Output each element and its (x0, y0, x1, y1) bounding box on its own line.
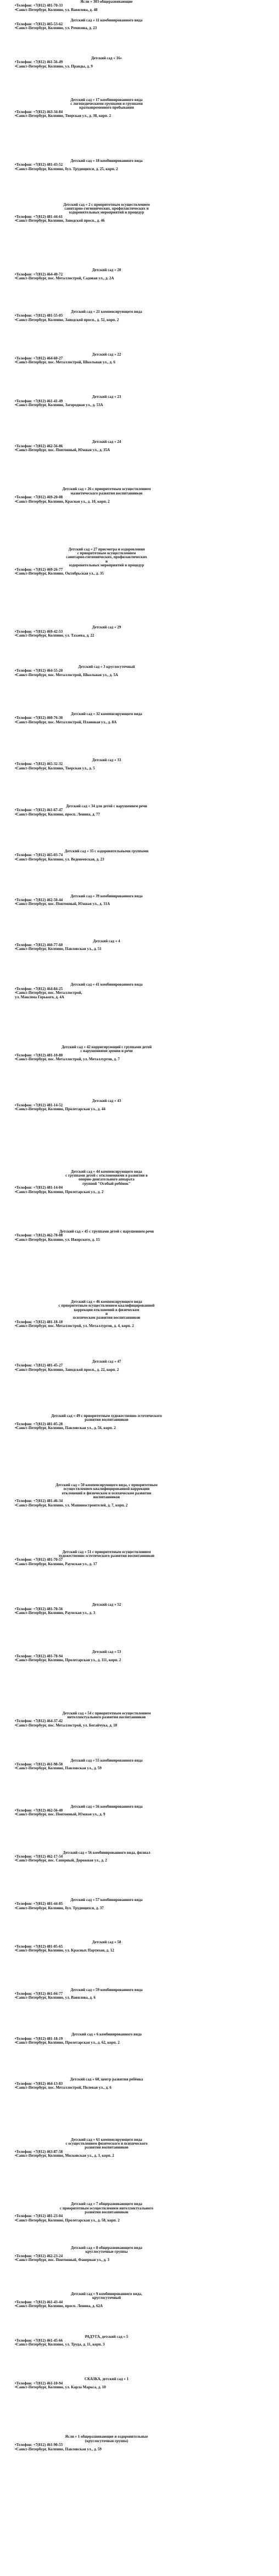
entry-phone: •Телефон: +7(812) 463-87-58 (15, 2150, 63, 2154)
entry-title-line: СКАЗКА, детский сад « 1 (84, 2377, 129, 2382)
entry-phone: •Телефон: +7(812) 465-03-74 (15, 853, 63, 858)
entry-phone: •Телефон: +7(812) 462-56-86 (15, 444, 63, 448)
entry-phone: •Телефон: +7(812) 464-55-20 (15, 669, 63, 673)
entry-block (0, 2292, 279, 2309)
entry-phone: •Телефон: +7(812) 481-70-57 (15, 1558, 63, 1562)
entry-block (0, 1045, 279, 1062)
entry-address: •Санкт-Петербург, пос. Понтонный, Южная ул., д. 35А (15, 448, 110, 452)
entry-title-line: Детский сад « 24 (92, 440, 121, 445)
entry-address: •Санкт-Петербург, Колпино, Павловская ул., д. 59 (15, 2447, 102, 2451)
entry-title-line: круглосуточный (92, 2296, 121, 2301)
entry-address: •Санкт-Петербург, пос. Металлострой, ул. Богайчука, д. 18 (15, 1723, 118, 1728)
entry-title-line: Детский сад « 47 (92, 1360, 121, 1364)
entry-address: •Санкт-Петербург, пос. Металлострой, (15, 991, 82, 995)
entry-block (0, 1099, 279, 1111)
entry-address: •Санкт-Петербург, Колпино, ул. Вавилова, д. 48 (15, 8, 98, 12)
entry-title-line: художественно-эстетического развития воспитанников (58, 1554, 155, 1558)
entry-title-line: Детский сад « 6 комбинированного вида (71, 2033, 142, 2037)
entry-block (0, 1603, 279, 1615)
entry-block (0, 268, 279, 280)
entry-title-line: Детский сад « 53 (92, 1650, 121, 1655)
entry-phone: •Телефон: +7(812) 481-55-05 (15, 314, 63, 318)
entry-title-line: интеллектуального развития воспитанников (67, 1715, 146, 1719)
entry-block (0, 1650, 279, 1662)
entry-title-line: оздоровительных мероприятий и процедур (69, 564, 144, 568)
entry-phone: •Телефон: +7(812) 461-04-77 (15, 1992, 63, 1996)
entry-title-line: Детский сад « 2 с приоритетным осуществлением (63, 203, 150, 207)
entry-phone: •Телефон: +7(812) 460-77-60 (15, 943, 63, 947)
entry-block (0, 1360, 279, 1372)
entry-phone: •Телефон: +7(812) 463-34-84 (15, 110, 63, 114)
entry-address: •Санкт-Петербург, пос. Понтонный, Южная ул., д. 9 (15, 1813, 105, 1817)
entry-title-line: кратковременного пребывания (79, 106, 134, 110)
entry-title-line: (круглосуточная группа) (85, 2439, 129, 2443)
entry-block (0, 626, 279, 638)
entry-address: •Санкт-Петербург, Колпино, ул. Карла Маркса, д. 10 (15, 2386, 106, 2390)
entry-phone: •Телефон: +7(812) 481-05-65 (15, 1944, 63, 1949)
entry-title-line: Детский сад « 55 комбинированного вида (70, 1758, 143, 1763)
entry-block (0, 1483, 279, 1508)
entry-title-line: с нарушениями зрения и речи (80, 1049, 133, 1054)
entry-block (0, 850, 279, 862)
entry-address: •Санкт-Петербург, пос. Металлострой, Школьная ул., д. 5А (15, 673, 118, 677)
entry-phone: •Телефон: +7(812) 462-23-24 (15, 2254, 63, 2258)
entry-block (0, 203, 279, 223)
entry-title-line: Детский сад « 56 комбинированного вида, филиал (63, 1851, 150, 1855)
entry-address: •Санкт-Петербург, пос. Металлострой, Плановая ул., д. 8А (15, 720, 117, 724)
entry-title-line: с приоритетным осуществлением (77, 551, 136, 555)
entry-address: •Санкт-Петербург, Колпино, ул. Вавилова, д. 6 (15, 1996, 96, 2000)
entry-address: •Санкт-Петербург, Колпино, Московская ул., д. 3, корп. 2 (15, 2154, 114, 2158)
entry-title-line: Детский сад « 33 (92, 758, 121, 762)
entry-phone: •Телефон: +7(812) 464-40-72 (15, 272, 63, 277)
entry-title-line: мазнетического развития воспитанников (70, 491, 143, 496)
entry-address: •Санкт-Петербург, Колпино, Красная ул., д. 10, корп. 2 (15, 499, 110, 504)
entry-phone: •Телефон: +7(812) 481-23-04 (15, 2214, 63, 2219)
entry-title-line: Ясли « 1 общеразвивающие и оздоровительные (65, 2435, 148, 2439)
entry-address: •Санкт-Петербург, Колпино, ул. Машиностроителей, д. 7, корп. 2 (15, 1503, 128, 1508)
entry-phone: •Телефон: +7(812) 469-26-77 (15, 567, 63, 572)
entry-phone: •Телефон: +7(812) 481-18-10 (15, 1320, 63, 1324)
entry-address: •Санкт-Петербург, Колпино, просп. Ленина, д. 62А (15, 2304, 103, 2309)
entry-title-line: с осуществлением физического и психического (65, 2141, 148, 2146)
entry-address: •Санкт-Петербург, Колпино, Пролетарская ул., д. 58, корп. 2 (15, 2218, 120, 2223)
entry-block (0, 1759, 279, 1771)
entry-address: •Санкт-Петербург, пос. Металлострой, ул. Металлургов, д. 4, корп. 2 (15, 1324, 134, 1329)
entry-block (0, 57, 279, 69)
entry-title-line: с приоритетным осуществлением квалифицированной (58, 1304, 155, 1308)
entry-title-line: развития воспитанников (85, 2146, 129, 2150)
entry-phone: •Телефон: +7(812) 464-37-42 (15, 1719, 63, 1724)
entry-phone: •Телефон: +7(812) 481-46-34 (15, 1499, 63, 1504)
entry-block (0, 1941, 279, 1953)
entry-title-line: Детский сад « 54 с приоритетным осуществлением (62, 1711, 151, 1716)
entry-address: •Санкт-Петербург, Колпино, Павловская ул., д. 56, корп. 2 (15, 1426, 116, 1430)
entry-title-line: санитарно-гигиенических, профилактических и (64, 207, 149, 211)
entry-address: •Санкт-Петербург, пос. Металлострой, Школьная ул., д. 6 (15, 361, 115, 365)
entry-address: •Санкт-Петербург, пос. Металлострой, Садовая ул., д. 2А (15, 277, 114, 281)
entry-address: •Санкт-Петербург, Колпино, ул. Правды, д. 9 (15, 64, 93, 69)
entry-address: •Санкт-Петербург, Колпино, Октябрьская ул., д. 35 (15, 571, 104, 576)
entry-address: •Санкт-Петербург, Колпино, ул. Тазаева, д. 22 (15, 634, 94, 638)
entry-phone: •Телефон: +7(812) 481-70-56 (15, 1607, 63, 1611)
entry-title-line: Детский сад « 59 комбинированного вида (70, 1988, 143, 1992)
entry-block (0, 440, 279, 452)
entry-block (0, 0, 279, 12)
entry-title-line: опорно-двигательного аппарата (79, 1178, 135, 1182)
entry-phone: •Телефон: +7(812) 462-78-08 (15, 1234, 63, 1238)
entry-title-line: Детский сад « 50 компенсирующего вида, с приоритетным (55, 1483, 158, 1487)
entry-phone: •Телефон: +7(812) 481-45-27 (15, 1364, 63, 1368)
entry-block (0, 1550, 279, 1567)
entry-title-line: Детский сад « 18 комбинированного вида (70, 159, 143, 163)
entry-block (0, 353, 279, 365)
entry-title-line: Детский сад « 27 присмотра и оздоровления (68, 547, 145, 552)
entry-address: •Санкт-Петербург, Колпино, ул. Ижорского, д. 15 (15, 1238, 100, 1242)
entry-title-line: Детский сад « 49 с приоритетным художественно-эстетического (51, 1414, 162, 1418)
entry-title-line: Детский сад « 17 комбинированного вида (70, 98, 143, 102)
entry-title-line: психическом развитии воспитанников (72, 1316, 141, 1320)
entry-phone: •Телефон: +7(812) 481-44-85 (15, 1902, 63, 1906)
entry-block (0, 2377, 279, 2389)
entry-title-line: Детский сад « 39 комбинированного вида (70, 894, 143, 898)
entry-address: •Санкт-Петербург, пос. Саперный, Дорожная ул., д. 2 (15, 1859, 107, 1863)
entry-block (0, 665, 279, 677)
entry-phone: •Телефон: +7(812) 481-05-28 (15, 1422, 63, 1426)
entry-title-line: санитарно-гигиенических, профилактических (66, 555, 147, 560)
entry-title-line: Детский сад « 42 корригирующий с группами детей (61, 1045, 152, 1049)
entry-block (0, 2078, 279, 2090)
entry-block (0, 548, 279, 576)
entry-phone: •Телефон: +7(812) 481-44-61 (15, 215, 63, 219)
entry-block (0, 1805, 279, 1817)
entry-block (0, 1414, 279, 1431)
entry-block (0, 310, 279, 322)
entry-block (0, 98, 279, 119)
entry-address-continued: ул. Максима Горького, д. 4А (15, 995, 64, 999)
entry-title-line: и (105, 1312, 108, 1317)
entry-block (0, 2033, 279, 2045)
entry-block (0, 758, 279, 770)
entry-block (0, 2435, 279, 2451)
entry-phone: •Телефон: +7(812) 460-76-30 (15, 716, 63, 721)
entry-block (0, 712, 279, 724)
entry-title-line: Детский сад « 3 круглосуточный (78, 665, 135, 669)
entry-address: •Санкт-Петербург, Колпино, Пролетарская ул., д. 62, корп. 2 (15, 2041, 120, 2045)
entry-block (0, 19, 279, 31)
entry-block (0, 940, 279, 952)
entry-title-line: Детский сад « 56 комбинированного вида (70, 1804, 143, 1809)
entry-phone: •Телефон: +7(812) 464-84-25 (15, 987, 63, 991)
entry-block (0, 983, 279, 999)
entry-phone: •Телефон: +7(812) 469-20-08 (15, 496, 63, 500)
entry-address: •Санкт-Петербург, пос. Понтонный, Фанерная ул., д. 3 (15, 2258, 110, 2263)
entry-block (0, 2246, 279, 2263)
entry-phone: •Телефон: +7(812) 465-53-62 (15, 23, 63, 26)
entry-address: •Санкт-Петербург, Колпино, Пролетарская ул., д. 44 (15, 1107, 105, 1112)
entry-title-line: Детский сад « 29 (92, 626, 121, 630)
entry-address: •Санкт-Петербург, Колпино, Тверская ул., д. 5 (15, 766, 95, 770)
entry-title-line: Детский сад « 60, центр развития ребёнка (70, 2078, 143, 2082)
entry-phone: •Телефон: +7(812) 461-43-44 (15, 2300, 63, 2304)
entry-title-line: с группами детей с отклонениями в развитии в (65, 1173, 148, 1178)
entry-title-line: Ясли « 303 общеразвивающие (80, 0, 133, 4)
entry-title-line: Детский сад « 43 (92, 1099, 121, 1104)
entry-phone: •Телефон: +7(812) 462-56-40 (15, 1809, 63, 1813)
entry-address: •Санкт-Петербург, Колпино, Загородная ул., д. 53А (15, 403, 103, 408)
entry-block (0, 2335, 279, 2347)
entry-block (0, 895, 279, 907)
entry-title-line: оздоровительных мероприятий и процедур (69, 211, 144, 215)
entry-title-line: с логопедическими группами и группами (70, 102, 143, 106)
entry-address: •Санкт-Петербург, Колпино, ул. Красных Партизан, д. 12 (15, 1949, 114, 1953)
entry-title-line: Детский сад « 9 комбинированного вида, (71, 2292, 142, 2296)
entry-phone: •Телефон: +7(812) 462-17-54 (15, 1855, 63, 1859)
entry-title-line: отклонений в физическом и психическом развитии (62, 1491, 152, 1495)
entry-phone: •Телефон: +7(812) 481-14-04 (15, 1186, 63, 1190)
entry-title-line: Детский сад « 44 компенсирующего вида (71, 1169, 142, 1174)
entry-phone: •Телефон: +7(812) 481-78-94 (15, 1654, 63, 1658)
entry-phone: •Телефон: +7(812) 481-10-80 (15, 1053, 63, 1058)
entry-phone: •Телефон: +7(812) 461-98-50 (15, 1763, 63, 1767)
entry-title-line: развития воспитанников (85, 1418, 129, 1422)
entry-title-line: Детский сад « 8 общеразвивающего вида (71, 2246, 142, 2250)
entry-title-line: Детский сад « 21 компенсирующего вида (71, 310, 142, 314)
entry-phone: •Телефон: +7(812) 481-18-19 (15, 2037, 63, 2041)
entry-address: •Санкт-Петербург, Колпино, Раумская ул., д. 3 (15, 1611, 96, 1615)
entry-address: •Санкт-Петербург, Колпино, Павловская ул., д. 59 (15, 1767, 102, 1771)
entry-title-line: Детский сад « 7 общеразвивающего вида (71, 2202, 142, 2207)
entry-address: •Санкт-Петербург, Колпино, бул. Трудящихся, д. 37 (15, 1906, 104, 1910)
entry-phone: •Телефон: +7(812) 461-45-66 (15, 2339, 63, 2343)
entry-phone: •Телефон: +7(812) 461-90-55 (15, 2443, 63, 2448)
entry-address: •Санкт-Петербург, Колпино, Павловская ул., д. 51 (15, 947, 102, 952)
entry-phone: •Телефон: +7(812) 481-70-33 (15, 4, 63, 8)
entry-title-line: Детский сад « 20 (92, 268, 121, 273)
entry-address: •Санкт-Петербург, Колпино, Заводской просп., д. 22, корп. 2 (15, 1368, 119, 1372)
entry-phone: •Телефон: +7(812) 469-42-53 (15, 629, 63, 634)
entry-title-line: Детский сад « 23 (92, 395, 121, 400)
entry-block (0, 159, 279, 171)
entry-title-line: Детский сад « 35 с оздоровительными группами (64, 849, 149, 853)
entry-title-line: Детский сад « 61 компенсирующего вида (71, 2138, 142, 2142)
entry-block (0, 1988, 279, 2000)
entry-address: •Санкт-Петербург, Колпино, просп. Ленина, д. 77 (15, 812, 100, 817)
entry-title-line: Детский сад « 46 компенсирующего вида (71, 1300, 142, 1304)
entry-address: •Санкт-Петербург, пос. Понтонный, Южная ул., д. 31А (15, 902, 110, 907)
entry-phone: •Телефон: +7(812) 461-41-49 (15, 399, 63, 403)
entry-block (0, 2202, 279, 2223)
entry-address: •Санкт-Петербург, Колпино, Заводской просп., д. 52, корп. 2 (15, 318, 119, 322)
entry-block (0, 1851, 279, 1863)
entry-title-line: Детский сад « 41 комбинированного вида (70, 983, 143, 987)
entry-title-line: РАДУГА, детский сад « 5 (85, 2335, 129, 2339)
entry-phone: •Телефон: +7(812) 464-60-27 (15, 357, 63, 361)
entry-phone: •Телефон: +7(812) 481-14-52 (15, 1103, 63, 1107)
entry-address: •Санкт-Петербург, Колпино, Пролетарская ул., д. 2 (15, 1190, 104, 1194)
entry-block (0, 1300, 279, 1329)
entry-title-line: Детский сад « 26 с приоритетным осуществлением (62, 487, 151, 492)
entry-phone: •Телефон: +7(812) 464-13-83 (15, 2082, 63, 2086)
entry-address: •Санкт-Петербург, Колпино, Пролетарская ул., д. 111, корп. 2 (15, 1658, 121, 1662)
entry-block (0, 1898, 279, 1910)
entry-title-line: Детский сад « 45 с группами детей с нарушением речи (59, 1229, 154, 1234)
entry-block (0, 805, 279, 817)
entry-phone: •Телефон: +7(812) 461-56-49 (15, 60, 63, 65)
entry-title-line: коррекции отклонений в физическом (74, 1308, 140, 1312)
entry-block (0, 487, 279, 504)
entry-block (0, 2138, 279, 2158)
entry-block (0, 1230, 279, 1242)
entry-title-line: Детский сад « 34 для детей с нарушением речи (66, 804, 147, 808)
entry-address: •Санкт-Петербург, Колпино, ул. Ремизова, д. 23 (15, 26, 97, 31)
entry-phone: •Телефон: +7(812) 462-50-44 (15, 898, 63, 902)
entry-title-line: и (105, 559, 108, 564)
entry-phone: •Телефон: +7(812) 465-32-32 (15, 762, 63, 767)
entry-title-line: воспитанников (93, 1495, 120, 1499)
entry-title-line: Детский сад « 52 (92, 1603, 121, 1607)
entry-title-line: группой "Особый ребёнок" (82, 1182, 131, 1186)
entry-phone: •Телефон: +7(812) 481-43-52 (15, 163, 63, 167)
entry-title-line: с приоритетным осуществлением интеллектуального (60, 2206, 153, 2211)
entry-title-line: Детский сад « 16» (91, 56, 122, 60)
entry-title-line: Детский сад « 32 компенсирующего вида (71, 712, 142, 716)
entry-title-line: круглосуточные группы (85, 2250, 128, 2254)
entry-title-line: Детский сад « 57 комбинированного вида (70, 1898, 143, 1902)
entry-address: •Санкт-Петербург, Колпино, Заводской просп., д. 46 (15, 219, 105, 223)
entry-address: •Санкт-Петербург, Колпино, Раумская ул., д. 17 (15, 1562, 97, 1566)
entry-address: •Санкт-Петербург, пос. Металлострой, ул. Металлургов, д. 7 (15, 1057, 120, 1061)
entry-address: •Санкт-Петербург, Колпино, Тверская ул., д. 38, корп. 2 (15, 114, 111, 119)
entry-title-line: Детский сад « 22 (92, 352, 121, 357)
entry-block (0, 1712, 279, 1728)
entry-title-line: осуществлением квалифицированной коррекции (63, 1487, 150, 1492)
entry-address: •Санкт-Петербург, пос. Металлострой, Полевая ул., д. 6 (15, 2086, 111, 2090)
entry-block (0, 395, 279, 407)
entry-title-line: Детский сад « 4 (93, 939, 120, 943)
entry-block (0, 1170, 279, 1194)
entry-address: •Санкт-Петербург, Колпино, ул. Труда, д. 11, корп. 3 (15, 2343, 105, 2347)
entry-address: •Санкт-Петербург, Колпино, бул. Трудящихся, д. 25, корп. 2 (15, 167, 118, 171)
entry-address: •Санкт-Петербург, Колпино, ул. Веденеевская, д. 23 (15, 857, 104, 862)
entry-title-line: развития воспитанников (85, 2210, 129, 2214)
entry-title-line: Детский сад « 51 с приоритетным осуществлением (62, 1550, 151, 1554)
entry-title-line: Детский сад « 58 (92, 1941, 121, 1945)
entry-phone: •Телефон: +7(812) 461-10-94 (15, 2381, 63, 2386)
entry-title-line: Детский сад « 11 комбинированного вида (70, 18, 143, 23)
entry-phone: •Телефон: +7(812) 461-67-47 (15, 808, 63, 813)
